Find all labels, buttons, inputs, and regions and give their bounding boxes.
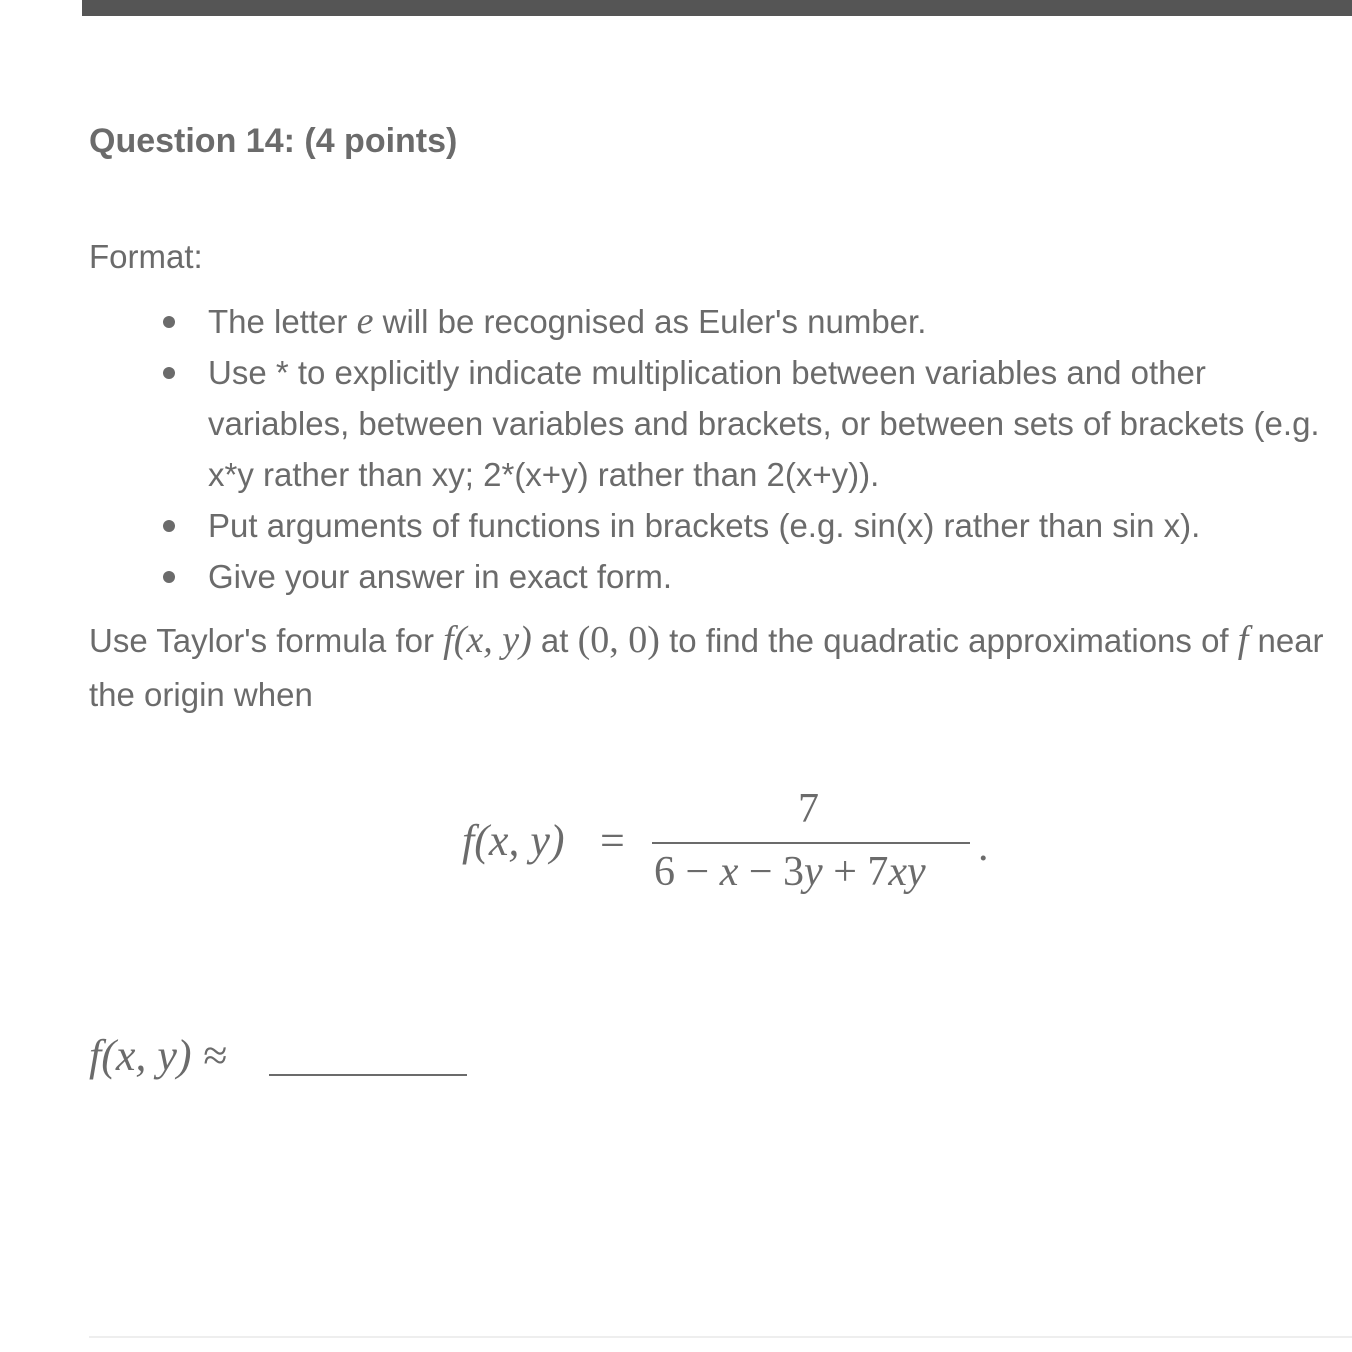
divider	[89, 1336, 1352, 1338]
function-equation	[462, 785, 1002, 905]
fraction-numerator: 7	[798, 786, 819, 832]
list-item	[208, 296, 1348, 347]
prompt-text: near the origin when	[89, 622, 1324, 713]
rule-text: Put arguments of functions in brackets (e.g. sin(x) rather than sin x).	[208, 507, 1201, 544]
list-item	[208, 500, 1348, 551]
top-bar	[82, 0, 1352, 16]
bullet-icon	[163, 571, 175, 583]
list-item	[208, 347, 1348, 500]
rule-text: Give your answer in exact form.	[208, 558, 672, 595]
equals-sign: =	[600, 816, 625, 865]
equation-period: .	[978, 824, 989, 870]
bullet-icon	[163, 367, 175, 379]
prompt-text: at	[531, 622, 578, 659]
bullet-icon	[163, 316, 175, 328]
question-title: Question 14: (4 points)	[89, 122, 458, 160]
list-item	[208, 551, 1348, 602]
answer-label: f(x, y) ≈	[89, 1031, 227, 1080]
math-e: e	[356, 300, 374, 342]
prompt-text: to find the quadratic approximations of	[659, 622, 1238, 659]
math-point: (0, 0)	[577, 619, 660, 661]
equation-lhs: f(x, y)	[462, 816, 565, 865]
prompt-text: Use Taylor's formula for	[89, 622, 444, 659]
bullet-icon	[163, 520, 175, 532]
fraction-bar	[652, 842, 970, 844]
math-function: f(x, y)	[443, 619, 532, 661]
format-rules-list	[208, 296, 1348, 602]
rule-text: will be recognised as Euler's number.	[373, 303, 927, 340]
fraction-denominator: 6 − x − 3y + 7xy	[654, 849, 926, 895]
rule-text: Use * to explicitly indicate multiplication between variables and other variables, between variables and brackets, or between sets of brackets (e.g. x*y rather than xy; 2*(x+y) rather than 2(x+y)).	[208, 354, 1320, 493]
question-prompt	[89, 613, 1339, 722]
rule-text: The letter	[208, 303, 357, 340]
format-label: Format:	[89, 238, 203, 275]
answer-input[interactable]	[269, 1030, 467, 1076]
math-f: f	[1237, 619, 1249, 661]
